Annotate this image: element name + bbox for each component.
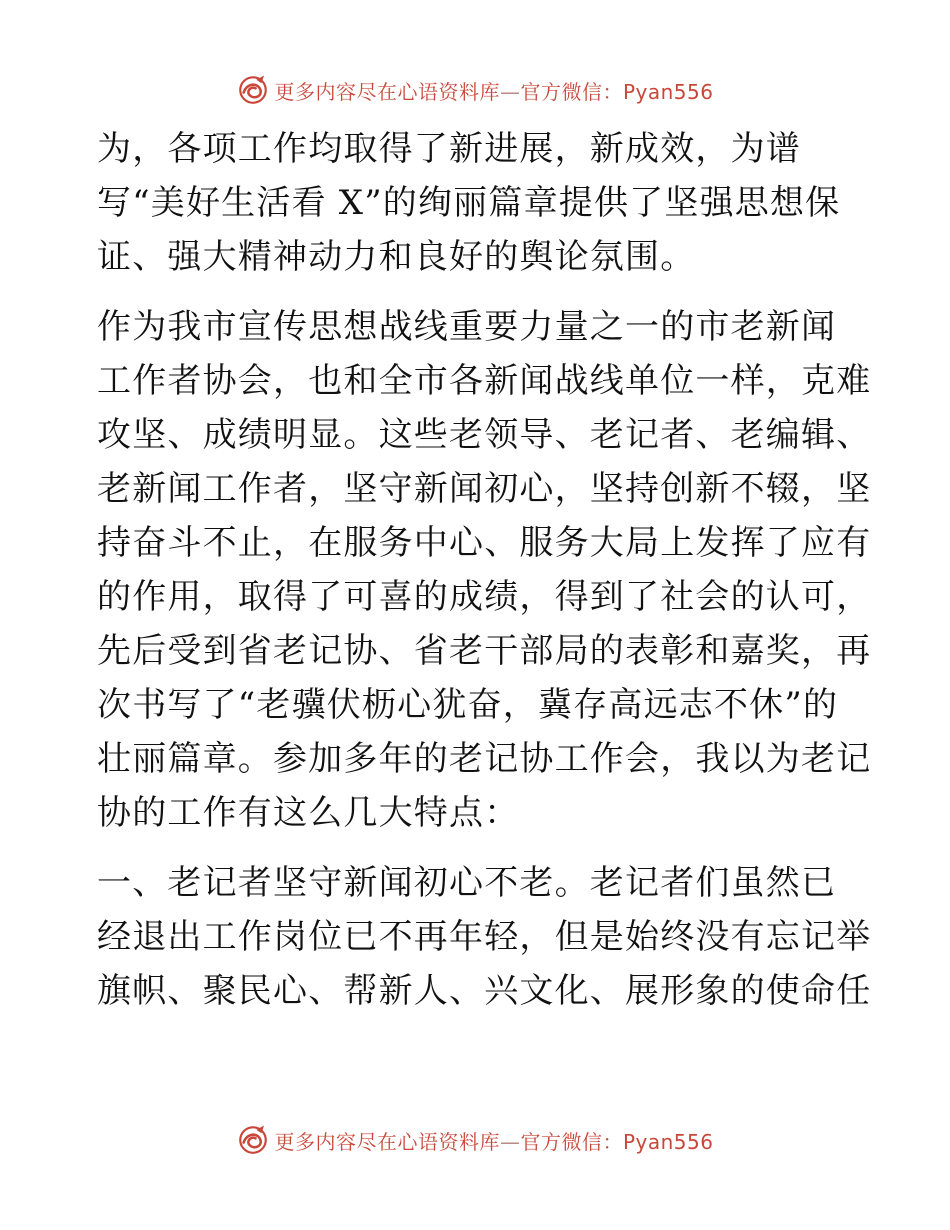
text-line: 作为我市宣传思想战线重要力量之一的市老新闻 bbox=[97, 307, 837, 347]
text-line: 旗帜、聚民心、帮新人、兴文化、展形象的使命任 bbox=[97, 971, 872, 1011]
document-body bbox=[97, 122, 872, 1018]
text-line: 写“美好生活看 X”的绚丽篇章提供了坚强思想保 bbox=[97, 183, 841, 223]
text-line: 工作者协会，也和全市各新闻战线单位一样，克难 bbox=[97, 361, 872, 401]
text-line: 经退出工作岗位已不再年轻，但是始终没有忘记举 bbox=[97, 917, 872, 957]
paragraph bbox=[97, 300, 872, 840]
footer-brand: 更多内容尽在心语资料库 bbox=[274, 1129, 500, 1154]
header-dash: — bbox=[499, 79, 521, 104]
text-line: 壮丽篇章。参加多年的老记协工作会，我以为老记 bbox=[97, 739, 872, 779]
swirl-logo-icon bbox=[236, 73, 270, 107]
header-banner bbox=[0, 70, 950, 110]
paragraph bbox=[97, 122, 857, 284]
text-line: 老新闻工作者，坚守新闻初心，坚持创新不辍，坚 bbox=[97, 469, 872, 509]
footer-contact: 官方微信：Pyan556 bbox=[520, 1129, 714, 1154]
header-text bbox=[274, 76, 713, 105]
text-line: 一、老记者坚守新闻初心不老。老记者们虽然已 bbox=[97, 863, 837, 903]
header-brand: 更多内容尽在心语资料库 bbox=[274, 79, 500, 104]
header-contact: 官方微信：Pyan556 bbox=[520, 79, 714, 104]
paragraph bbox=[97, 856, 872, 1018]
footer-text bbox=[274, 1126, 713, 1155]
text-line: 的作用，取得了可喜的成绩，得到了社会的认可， bbox=[97, 577, 872, 617]
text-line: 持奋斗不止，在服务中心、服务大局上发挥了应有 bbox=[97, 523, 872, 563]
text-line: 协的工作有这么几大特点： bbox=[97, 793, 520, 833]
footer-dash: — bbox=[499, 1129, 521, 1154]
text-line: 先后受到省老记协、省老干部局的表彰和嘉奖，再 bbox=[97, 631, 872, 671]
text-line: 为，各项工作均取得了新进展，新成效，为谱 bbox=[97, 129, 801, 169]
text-line: 次书写了“老骥伏枥心犹奋，冀存高远志不休”的 bbox=[97, 685, 839, 725]
swirl-logo-icon bbox=[236, 1123, 270, 1157]
text-line: 攻坚、成绩明显。这些老领导、老记者、老编辑、 bbox=[97, 415, 872, 455]
footer-banner bbox=[0, 1120, 950, 1160]
text-line: 证、强大精神动力和良好的舆论氛围。 bbox=[97, 237, 696, 277]
